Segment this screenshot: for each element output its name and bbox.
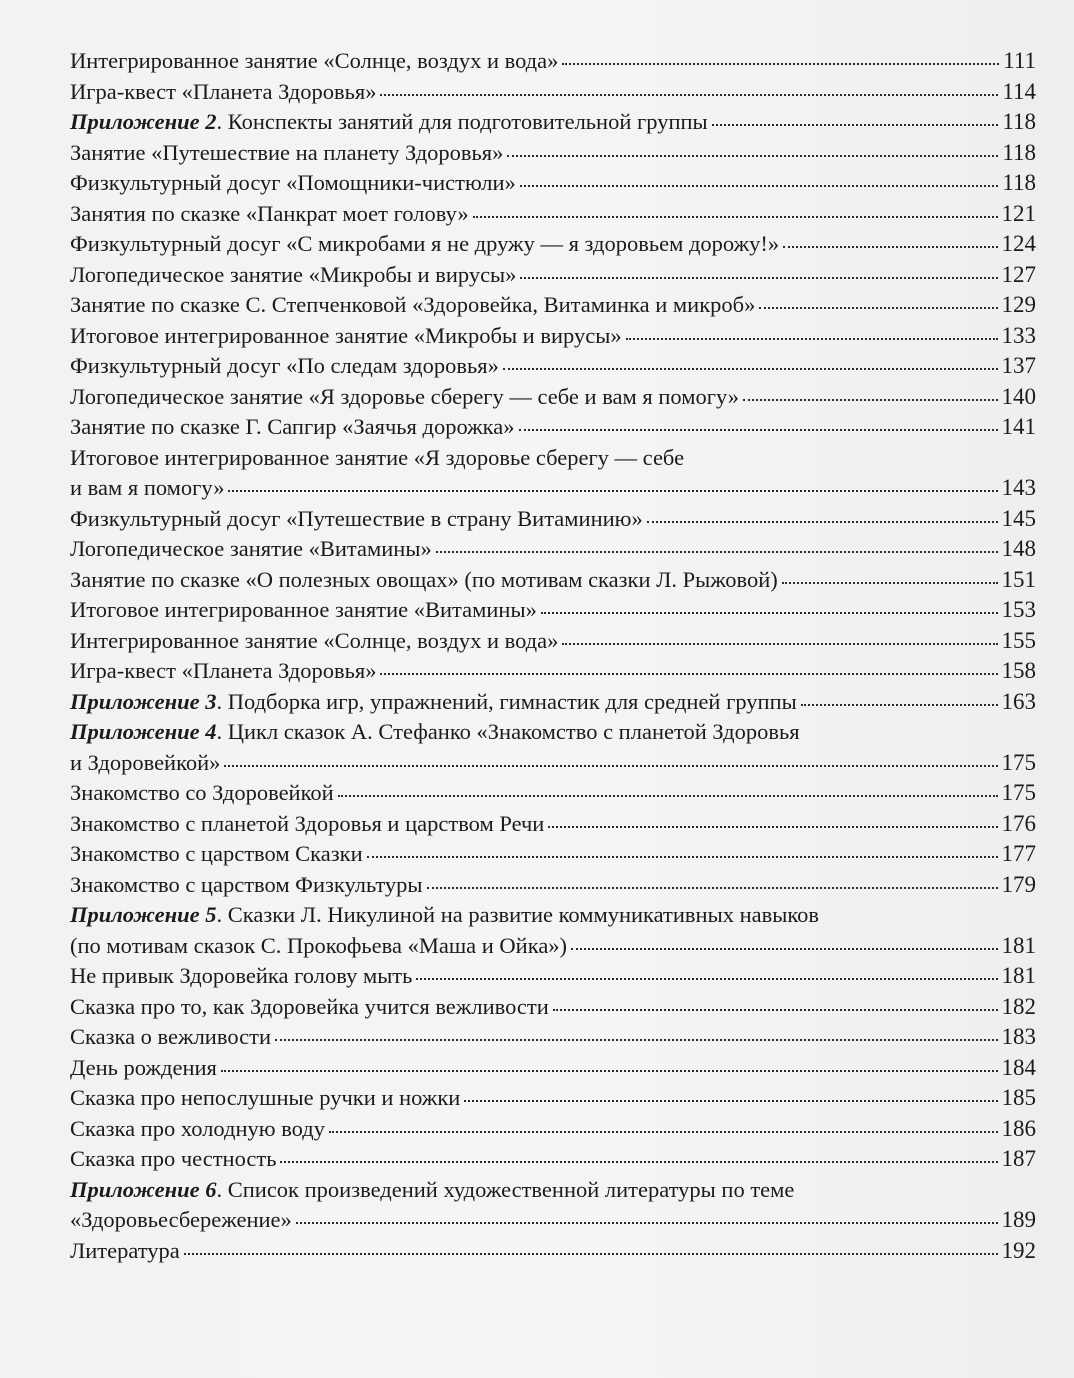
toc-entry-text: Сказка про холодную воду — [70, 1115, 325, 1141]
dot-leader — [221, 1070, 998, 1072]
dot-leader — [520, 185, 999, 187]
toc-entry — [70, 1083, 1036, 1114]
toc-entry-line — [70, 168, 1036, 199]
toc-entry-text: День рождения — [70, 1054, 217, 1080]
dot-leader — [520, 277, 997, 279]
toc-entry — [70, 260, 1036, 291]
toc-entry — [70, 351, 1036, 382]
toc-entry — [70, 321, 1036, 352]
toc-entry-text: Занятия по сказке «Панкрат моет голову» — [70, 200, 469, 226]
page-number: 163 — [1001, 688, 1036, 714]
toc-entry-title — [70, 931, 567, 962]
toc-entry-title — [70, 138, 503, 169]
toc-entry-line — [70, 748, 1036, 779]
toc-entry-line — [70, 229, 1036, 260]
dot-leader — [541, 612, 998, 614]
page-number: 118 — [1002, 170, 1036, 195]
toc-entry — [70, 1114, 1036, 1145]
page-number: 186 — [1001, 1115, 1036, 1141]
toc-entry-text: Сказка о вежливости — [70, 1024, 271, 1049]
toc-entry-title — [70, 839, 363, 870]
page-number: 118 — [1002, 139, 1036, 165]
dot-leader — [416, 978, 997, 980]
dot-leader — [562, 63, 999, 65]
dot-leader — [224, 765, 997, 767]
toc-entry-line — [70, 504, 1036, 535]
toc-entry-text: и вам я помогу» — [70, 475, 225, 500]
toc-entry-title — [70, 1083, 460, 1114]
toc-entry-line — [70, 46, 1036, 77]
dot-leader — [329, 1131, 998, 1133]
page-number: 145 — [1001, 505, 1036, 531]
appendix-label: Приложение 2 — [70, 109, 217, 134]
toc-entry-title — [70, 504, 643, 535]
toc-entry-title — [70, 565, 778, 596]
dot-leader — [464, 1100, 997, 1102]
toc-entry — [70, 839, 1036, 870]
toc-entry-line — [70, 290, 1036, 321]
toc-entry-title — [70, 1053, 217, 1084]
toc-entry — [70, 656, 1036, 687]
toc-entry-line — [70, 656, 1036, 687]
toc-entry-title — [70, 809, 544, 840]
dot-leader — [712, 124, 999, 126]
page-number: 141 — [1001, 414, 1036, 439]
toc-entry-title — [70, 46, 558, 77]
page-number: 121 — [1001, 200, 1036, 226]
toc-entry — [70, 626, 1036, 657]
toc-entry-title — [70, 351, 499, 382]
toc-entry — [70, 138, 1036, 169]
toc-entry-text: Логопедическое занятие «Витамины» — [70, 536, 432, 561]
page-number: 182 — [1001, 993, 1036, 1019]
dot-leader — [275, 1039, 998, 1041]
toc-entry — [70, 229, 1036, 260]
page-number: 184 — [1001, 1054, 1036, 1080]
toc-entry — [70, 77, 1036, 108]
toc-entry-line — [70, 351, 1036, 382]
page-number: 124 — [1001, 231, 1036, 256]
page-number: 114 — [1002, 78, 1036, 104]
toc-entry-text: и Здоровейкой» — [70, 749, 221, 775]
toc-entry-line — [70, 1083, 1036, 1114]
toc-entry-text: Физкультурный досуг «По следам здоровья» — [70, 353, 499, 378]
toc-entry-line — [70, 1236, 1036, 1267]
toc-entry-text: Занятие «Путешествие на планету Здоровья» — [70, 139, 504, 165]
toc-entry-text: Итоговое интегрированное занятие «Микробы и вирусы» — [70, 322, 622, 348]
toc-entry-text: (по мотивам сказок С. Прокофьева «Маша и Ойка») — [70, 932, 568, 958]
toc-entry-first-line — [70, 717, 1036, 748]
toc-entry — [70, 870, 1036, 901]
toc-entry-title — [70, 77, 376, 108]
toc-entry — [70, 534, 1036, 565]
dot-leader — [571, 948, 997, 950]
dot-leader — [519, 429, 998, 431]
page-number: 143 — [1001, 475, 1036, 500]
toc-entry-text: Занятие по сказке Г. Сапгир «Заячья дорожка» — [70, 414, 515, 439]
page-number: 137 — [1001, 353, 1036, 378]
toc-entry-line — [70, 1114, 1036, 1145]
dot-leader — [801, 704, 998, 706]
toc-entry-line — [70, 626, 1036, 657]
toc-entry-line — [70, 1144, 1036, 1175]
toc-entry-title — [70, 961, 412, 992]
toc-entry-title — [70, 1236, 180, 1267]
toc-entry-line — [70, 961, 1036, 992]
toc-entry — [70, 46, 1036, 77]
toc-entry-text: Логопедическое занятие «Я здоровье сберегу — себе и вам я помогу» — [70, 383, 740, 409]
toc-entry-title — [70, 870, 423, 901]
page-number: 176 — [1001, 810, 1036, 836]
toc-entry-text: . Сказки Л. Никулиной на развитие коммуникативных навыков — [216, 902, 820, 927]
toc-entry-title — [70, 168, 516, 199]
toc-entry — [70, 290, 1036, 321]
page-number: 189 — [1001, 1207, 1036, 1232]
toc-entry-text: Сказка про то, как Здоровейка учится вежливости — [70, 993, 549, 1019]
toc-entry-title — [70, 107, 708, 138]
toc-entry-line — [70, 809, 1036, 840]
dot-leader — [380, 94, 998, 96]
dot-leader — [783, 246, 997, 248]
page-number: 185 — [1001, 1085, 1036, 1110]
appendix-label: Приложение 4 — [70, 719, 217, 744]
appendix-label: Приложение 3 — [70, 688, 217, 714]
dot-leader — [228, 490, 997, 492]
toc-entry-first-line — [70, 900, 1036, 931]
toc-entry-text: Игра-квест «Планета Здоровья» — [70, 658, 377, 683]
toc-entry-line — [70, 1205, 1036, 1236]
page-number: 175 — [1001, 780, 1036, 805]
page-number: 118 — [1002, 109, 1036, 134]
toc-entry — [70, 382, 1036, 413]
toc-entry — [70, 992, 1036, 1023]
toc-entry — [70, 1175, 1036, 1236]
page-number: 192 — [1001, 1237, 1036, 1263]
toc-entry-line — [70, 687, 1036, 718]
toc-entry-title — [70, 1022, 271, 1053]
dot-leader — [548, 826, 997, 828]
toc-entry-title — [70, 412, 515, 443]
dot-leader — [296, 1222, 998, 1224]
dot-leader — [436, 551, 998, 553]
toc-entry-line — [70, 534, 1036, 565]
toc-entry-line — [70, 1022, 1036, 1053]
toc-entry-text: Логопедическое занятие «Микробы и вирусы» — [70, 261, 517, 287]
toc-entry — [70, 687, 1036, 718]
toc-entry-line — [70, 473, 1036, 504]
toc-entry-title — [70, 1205, 292, 1236]
toc-entry-title — [70, 260, 516, 291]
toc-entry-text: Знакомство с планетой Здоровья и царством Речи — [70, 810, 545, 836]
toc-entry-text: Интегрированное занятие «Солнце, воздух и вода» — [70, 627, 559, 653]
page-number: 187 — [1001, 1146, 1036, 1171]
toc-entry-text: Знакомство с царством Сказки — [70, 841, 363, 866]
toc-entry-line — [70, 1053, 1036, 1084]
dot-leader — [367, 856, 998, 858]
toc-entry-line — [70, 778, 1036, 809]
dot-leader — [184, 1253, 998, 1255]
toc-entry-text: Итоговое интегрированное занятие «Я здоровье сберегу — себе — [70, 444, 685, 470]
toc-entry-line — [70, 260, 1036, 291]
toc-entry — [70, 1053, 1036, 1084]
page-number: 181 — [1001, 932, 1036, 958]
dot-leader — [562, 643, 997, 645]
toc-entry-title — [70, 382, 739, 413]
toc-entry — [70, 809, 1036, 840]
toc-entry-title — [70, 656, 376, 687]
dot-leader — [280, 1161, 997, 1163]
dot-leader — [473, 216, 998, 218]
toc-entry-line — [70, 931, 1036, 962]
toc-entry-title — [70, 290, 755, 321]
page-number: 133 — [1001, 322, 1036, 348]
dot-leader — [647, 521, 998, 523]
toc-entry — [70, 1022, 1036, 1053]
page-number: 175 — [1001, 749, 1036, 775]
dot-leader — [427, 887, 998, 889]
page-number: 183 — [1001, 1024, 1036, 1049]
page-number: 158 — [1001, 658, 1036, 683]
toc-entry — [70, 107, 1036, 138]
toc-entry-line — [70, 595, 1036, 626]
dot-leader — [759, 307, 997, 309]
toc-entry-line — [70, 412, 1036, 443]
toc-entry — [70, 443, 1036, 504]
toc-entry-text: «Здоровьесбережение» — [70, 1207, 292, 1232]
toc-entry-text: Сказка про честность — [70, 1146, 277, 1171]
toc-entry-title — [70, 748, 220, 779]
page-number: 111 — [1003, 48, 1036, 73]
toc-entry-text: Занятие по сказке С. Степченковой «Здоровейка, Витаминка и микроб» — [70, 292, 756, 317]
toc-entry-text: Итоговое интегрированное занятие «Витамины» — [70, 597, 537, 622]
toc-entry-title — [70, 229, 779, 260]
toc-entry-title — [70, 687, 797, 718]
toc-entry — [70, 565, 1036, 596]
toc-entry-title — [70, 534, 432, 565]
toc-entry-first-line — [70, 1175, 1036, 1206]
toc-entry — [70, 1144, 1036, 1175]
toc-entry-line — [70, 321, 1036, 352]
toc-entry-title — [70, 626, 558, 657]
toc-entry-title — [70, 1144, 276, 1175]
dot-leader — [338, 795, 998, 797]
toc-entry-text: Литература — [70, 1237, 180, 1263]
toc-entry-text: Знакомство со Здоровейкой — [70, 780, 334, 805]
page-number: 179 — [1001, 871, 1036, 897]
toc-entry — [70, 717, 1036, 778]
toc-entry — [70, 1236, 1036, 1267]
toc-entry — [70, 168, 1036, 199]
dot-leader — [553, 1009, 998, 1011]
toc-entry-text: . Список произведений художественной литературы по теме — [216, 1176, 795, 1202]
dot-leader — [782, 582, 998, 584]
toc-entry-title — [70, 778, 334, 809]
toc-entry — [70, 595, 1036, 626]
page-number: 148 — [1001, 536, 1036, 561]
toc-entry — [70, 199, 1036, 230]
table-of-contents — [70, 46, 1036, 1266]
toc-entry-text: Знакомство с царством Физкультуры — [70, 871, 423, 897]
page-number: 181 — [1001, 963, 1036, 988]
toc-entry-title — [70, 473, 224, 504]
page-number: 140 — [1001, 383, 1036, 409]
toc-entry-title — [70, 1114, 325, 1145]
toc-entry-title — [70, 321, 622, 352]
toc-entry-text: . Конспекты занятий для подготовительной группы — [216, 109, 708, 134]
toc-entry-text: . Цикл сказок А. Стефанко «Знакомство с планетой Здоровья — [216, 719, 800, 744]
toc-entry-title — [70, 992, 549, 1023]
toc-entry-first-line — [70, 443, 1036, 474]
appendix-label: Приложение 5 — [70, 902, 217, 927]
toc-entry — [70, 778, 1036, 809]
toc-entry-text: Физкультурный досуг «Помощники-чистюли» — [70, 170, 516, 195]
dot-leader — [507, 155, 998, 157]
page-number: 129 — [1001, 292, 1036, 317]
toc-entry-text: Занятие по сказке «О полезных овощах» (по мотивам сказки Л. Рыжовой) — [70, 566, 778, 592]
page-number: 151 — [1001, 566, 1036, 592]
dot-leader — [743, 399, 997, 401]
toc-entry-title — [70, 199, 469, 230]
page-number: 153 — [1001, 597, 1036, 622]
toc-entry-line — [70, 199, 1036, 230]
toc-entry-line — [70, 107, 1036, 138]
toc-entry-text: Игра-квест «Планета Здоровья» — [70, 78, 377, 104]
dot-leader — [503, 368, 998, 370]
toc-entry-title — [70, 595, 537, 626]
toc-entry — [70, 900, 1036, 961]
toc-entry-line — [70, 382, 1036, 413]
toc-entry-line — [70, 839, 1036, 870]
toc-entry-text: . Подборка игр, упражнений, гимнастик для средней группы — [216, 688, 797, 714]
toc-entry-text: Интегрированное занятие «Солнце, воздух и вода» — [70, 48, 559, 73]
appendix-label: Приложение 6 — [70, 1176, 217, 1202]
page-number: 177 — [1001, 841, 1036, 866]
dot-leader — [626, 338, 998, 340]
toc-entry-line — [70, 992, 1036, 1023]
toc-entry — [70, 504, 1036, 535]
toc-entry-text: Сказка про непослушные ручки и ножки — [70, 1085, 461, 1110]
toc-entry-line — [70, 870, 1036, 901]
page-number: 155 — [1001, 627, 1036, 653]
page-number: 127 — [1001, 261, 1036, 287]
toc-entry — [70, 961, 1036, 992]
toc-entry-text: Физкультурный досуг «Путешествие в страну Витаминию» — [70, 505, 643, 531]
toc-entry-line — [70, 138, 1036, 169]
toc-entry-text: Физкультурный досуг «С микробами я не дружу — я здоровьем дорожу!» — [70, 231, 780, 256]
toc-entry-text: Не привык Здоровейка голову мыть — [70, 963, 413, 988]
dot-leader — [380, 673, 997, 675]
toc-entry-line — [70, 77, 1036, 108]
toc-entry — [70, 412, 1036, 443]
toc-entry-line — [70, 565, 1036, 596]
